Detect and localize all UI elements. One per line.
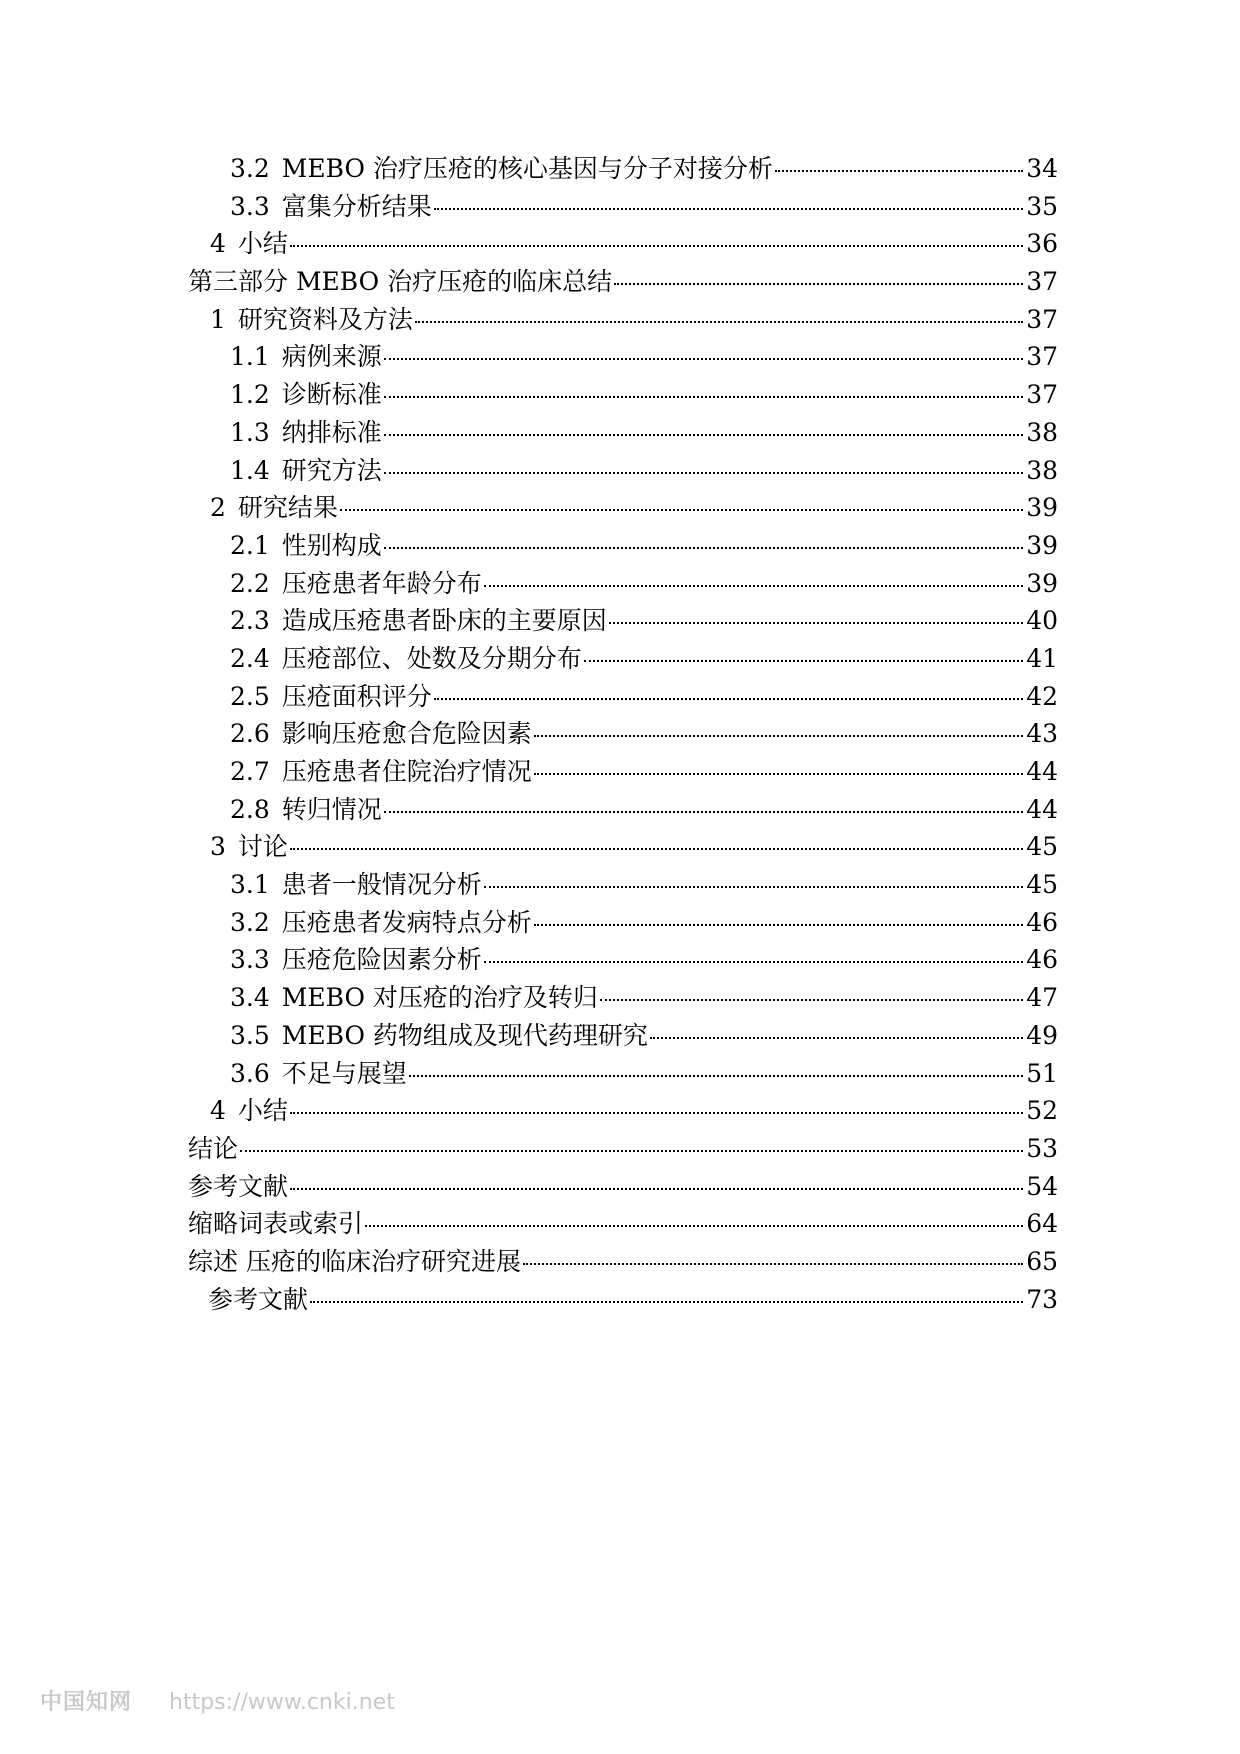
toc-dot-leader — [409, 1075, 1023, 1077]
toc-entry-title: 压疮患者发病特点分析 — [281, 907, 532, 937]
cnki-watermark — [40, 1685, 395, 1716]
toc-entry[interactable] — [188, 338, 1058, 376]
toc-entry-title: 研究资料及方法 — [237, 304, 413, 334]
toc-entry-title: 诊断标准 — [281, 380, 382, 410]
toc-entry[interactable] — [188, 1281, 1058, 1319]
toc-entry-number: 1.3 — [230, 417, 270, 447]
toc-dot-leader — [384, 358, 1023, 360]
toc-entry-title: 缩略词表或索引 — [188, 1209, 364, 1239]
toc-entry-title: MEBO 药物组成及现代药理研究 — [281, 1020, 648, 1050]
toc-entry-number: 3.2 — [230, 154, 270, 183]
toc-entry-number: 2.3 — [230, 606, 270, 636]
toc-dot-leader — [240, 1150, 1023, 1152]
toc-entry-page: 37 — [1026, 380, 1058, 410]
toc-dot-leader — [484, 585, 1023, 587]
toc-entry-number: 2.4 — [230, 643, 270, 673]
toc-entry-title: 转归情况 — [281, 794, 382, 824]
toc-entry-number: 1.4 — [230, 455, 270, 485]
toc-entry[interactable] — [188, 753, 1058, 791]
toc-entry[interactable] — [188, 263, 1058, 301]
toc-entry[interactable] — [188, 565, 1058, 603]
watermark-logo: 中国知网 — [40, 1690, 133, 1715]
toc-entry-page: 40 — [1026, 606, 1058, 636]
toc-dot-leader — [534, 924, 1023, 926]
toc-entry-page: 65 — [1026, 1246, 1058, 1276]
toc-entry-page: 73 — [1026, 1284, 1058, 1314]
toc-entry[interactable] — [188, 602, 1058, 640]
toc-entry-title: MEBO 治疗压疮的核心基因与分子对接分析 — [281, 154, 773, 183]
toc-entry[interactable] — [188, 188, 1058, 226]
toc-entry-number: 1.1 — [230, 342, 270, 372]
toc-entry-page: 34 — [1026, 154, 1058, 183]
toc-entry[interactable] — [188, 376, 1058, 414]
toc-entry-page: 53 — [1026, 1133, 1058, 1163]
toc-dot-leader — [523, 1263, 1023, 1265]
toc-entry[interactable] — [188, 904, 1058, 942]
toc-entry[interactable] — [188, 1168, 1058, 1206]
toc-entry-title: 性别构成 — [281, 530, 382, 560]
toc-entry-page: 47 — [1026, 983, 1058, 1013]
toc-entry-title: 压疮患者年龄分布 — [281, 568, 482, 598]
toc-entry-page: 46 — [1026, 945, 1058, 975]
toc-entry-number: 1 — [210, 304, 226, 334]
toc-entry-title: 影响压疮愈合危险因素 — [281, 719, 532, 749]
toc-entry[interactable] — [188, 640, 1058, 678]
toc-dot-leader — [434, 698, 1023, 700]
toc-entry[interactable] — [188, 225, 1058, 263]
toc-entry[interactable] — [188, 1130, 1058, 1168]
toc-dot-leader — [584, 660, 1023, 662]
toc-entry-title: 压疮危险因素分析 — [281, 945, 482, 975]
toc-entry-page: 36 — [1026, 229, 1058, 259]
toc-entry[interactable] — [188, 414, 1058, 452]
toc-entry[interactable] — [188, 941, 1058, 979]
toc-entry-number: 2 — [210, 493, 226, 523]
toc-dot-leader — [310, 1301, 1023, 1303]
toc-dot-leader — [614, 283, 1023, 285]
toc-dot-leader — [650, 1037, 1023, 1039]
toc-entry-page: 51 — [1026, 1058, 1058, 1088]
toc-dot-leader — [484, 886, 1023, 888]
toc-entry-number: 4 — [210, 229, 226, 259]
toc-entry-page: 35 — [1026, 191, 1058, 221]
toc-entry-title: 病例来源 — [281, 342, 382, 372]
toc-entry-page: 37 — [1026, 304, 1058, 334]
toc-dot-leader — [534, 735, 1023, 737]
toc-entry[interactable] — [188, 678, 1058, 716]
toc-entry-title: 压疮患者住院治疗情况 — [281, 757, 532, 786]
toc-entry-title: 富集分析结果 — [281, 191, 432, 221]
toc-dot-leader — [384, 547, 1023, 549]
toc-entry-page: 44 — [1026, 794, 1058, 824]
toc-entry[interactable] — [188, 150, 1058, 188]
toc-dot-leader — [434, 208, 1023, 210]
toc-entry-page: 64 — [1026, 1209, 1058, 1239]
toc-dot-leader — [775, 170, 1023, 172]
toc-dot-leader — [290, 1112, 1023, 1114]
toc-dot-leader — [290, 1188, 1023, 1190]
toc-entry-number: 4 — [210, 1096, 226, 1126]
toc-entry-title: 纳排标准 — [281, 417, 382, 447]
toc-entry-page: 54 — [1026, 1171, 1058, 1201]
toc-entry-title: 结论 — [188, 1133, 239, 1163]
toc-entry-title: 第三部分 MEBO 治疗压疮的临床总结 — [188, 267, 613, 297]
toc-entry[interactable] — [188, 452, 1058, 490]
toc-entry[interactable] — [188, 715, 1058, 753]
toc-entry-page: 37 — [1026, 267, 1058, 297]
table-of-contents — [188, 150, 1058, 1318]
toc-entry[interactable] — [188, 866, 1058, 904]
toc-entry-number: 1.2 — [230, 380, 270, 410]
toc-entry-page: 37 — [1026, 342, 1058, 372]
toc-entry-number: 2.6 — [230, 719, 270, 749]
toc-entry[interactable] — [188, 527, 1058, 565]
toc-entry-number: 3.1 — [230, 870, 270, 900]
toc-entry-page: 42 — [1026, 681, 1058, 711]
toc-dot-leader — [484, 961, 1023, 963]
toc-entry-page: 38 — [1026, 417, 1058, 447]
toc-entry-title: 压疮部位、处数及分期分布 — [281, 643, 582, 673]
toc-entry-number: 2.7 — [230, 757, 270, 786]
toc-entry-title: MEBO 对压疮的治疗及转归 — [281, 983, 598, 1013]
toc-entry-number: 3.5 — [230, 1020, 270, 1050]
toc-entry-number: 3.4 — [230, 983, 270, 1013]
watermark-url: https://www.cnki.net — [169, 1690, 395, 1715]
toc-dot-leader — [340, 509, 1023, 511]
toc-entry-title: 研究结果 — [237, 493, 338, 523]
toc-dot-leader — [365, 1225, 1023, 1227]
toc-entry-number: 2.2 — [230, 568, 270, 598]
toc-dot-leader — [384, 472, 1023, 474]
toc-entry-page: 45 — [1026, 832, 1058, 862]
toc-entry-page: 43 — [1026, 719, 1058, 749]
toc-entry-number: 3 — [210, 832, 226, 862]
toc-entry[interactable] — [188, 489, 1058, 527]
toc-dot-leader — [415, 321, 1023, 323]
toc-entry-page: 49 — [1026, 1020, 1058, 1050]
toc-dot-leader — [384, 396, 1023, 398]
toc-entry[interactable] — [188, 1243, 1058, 1281]
toc-entry-page: 38 — [1026, 455, 1058, 485]
toc-dot-leader — [534, 773, 1023, 775]
toc-entry-page: 52 — [1026, 1096, 1058, 1126]
toc-entry-page: 44 — [1026, 757, 1058, 786]
toc-entry-page: 39 — [1026, 493, 1058, 523]
toc-entry-title: 小结 — [237, 1096, 288, 1126]
toc-entry[interactable] — [188, 1092, 1058, 1130]
toc-entry-number: 3.6 — [230, 1058, 270, 1088]
toc-entry[interactable] — [188, 979, 1058, 1017]
toc-entry-number: 3.2 — [230, 907, 270, 937]
toc-entry-title: 小结 — [237, 229, 288, 259]
toc-entry[interactable] — [188, 828, 1058, 866]
toc-entry-page: 46 — [1026, 907, 1058, 937]
toc-entry-title: 讨论 — [237, 832, 288, 862]
toc-entry-title: 不足与展望 — [281, 1058, 407, 1088]
toc-entry-title: 压疮面积评分 — [281, 681, 432, 711]
toc-entry-page: 45 — [1026, 870, 1058, 900]
toc-dot-leader — [384, 811, 1023, 813]
toc-dot-leader — [290, 848, 1023, 850]
toc-entry-page: 41 — [1026, 643, 1058, 673]
toc-entry[interactable] — [188, 1055, 1058, 1093]
toc-entry-number: 3.3 — [230, 191, 270, 221]
toc-dot-leader — [609, 622, 1023, 624]
toc-entry-page: 39 — [1026, 568, 1058, 598]
toc-entry-title: 参考文献 — [208, 1284, 309, 1314]
toc-entry[interactable] — [188, 791, 1058, 829]
toc-entry-title: 研究方法 — [281, 455, 382, 485]
toc-entry-title: 参考文献 — [188, 1171, 289, 1201]
toc-entry-title: 患者一般情况分析 — [281, 870, 482, 900]
toc-entry-number: 2.1 — [230, 530, 270, 560]
toc-dot-leader — [384, 434, 1023, 436]
toc-entry[interactable] — [188, 1017, 1058, 1055]
toc-entry-page: 39 — [1026, 530, 1058, 560]
toc-dot-leader — [290, 245, 1023, 247]
toc-entry[interactable] — [188, 301, 1058, 339]
toc-dot-leader — [600, 999, 1023, 1001]
toc-entry-title: 综述 压疮的临床治疗研究进展 — [188, 1246, 521, 1276]
toc-entry-number: 3.3 — [230, 945, 270, 975]
toc-entry-number: 2.5 — [230, 681, 270, 711]
toc-entry-title: 造成压疮患者卧床的主要原因 — [281, 606, 607, 636]
toc-entry[interactable] — [188, 1205, 1058, 1243]
toc-entry-number: 2.8 — [230, 794, 270, 824]
